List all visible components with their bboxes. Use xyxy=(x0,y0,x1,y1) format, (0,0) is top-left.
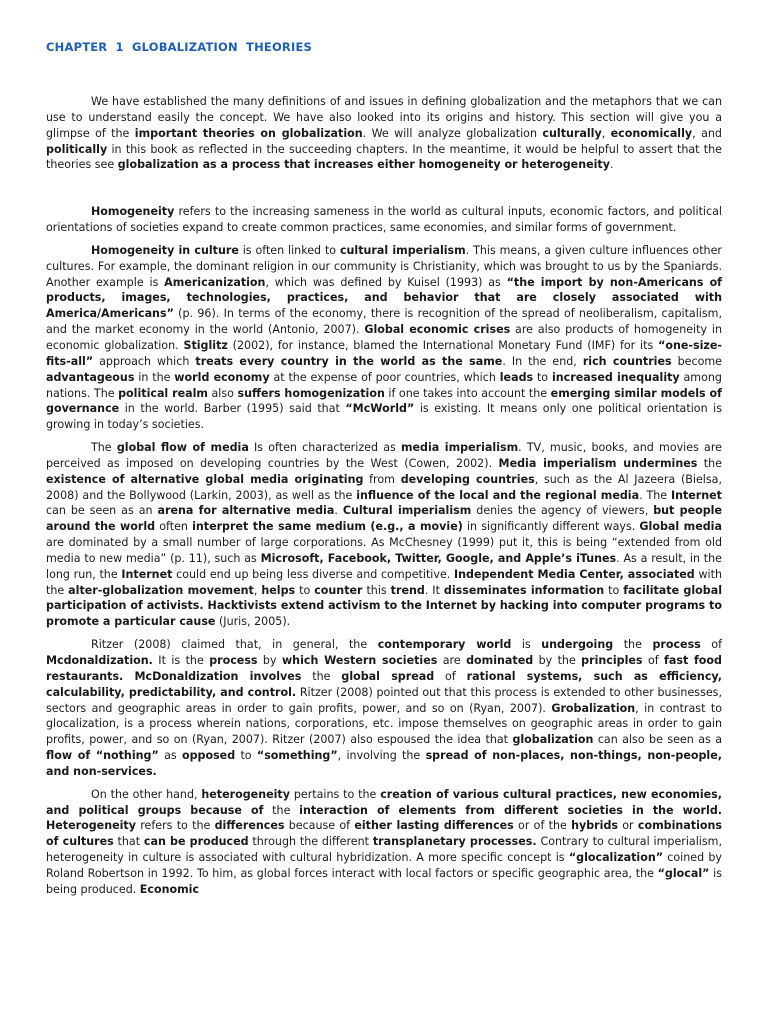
bold-text-run: Economic xyxy=(139,882,200,896)
text-run: . xyxy=(609,158,614,172)
text-run: in the world. Barber (1995) said that xyxy=(119,402,346,416)
text-run: of xyxy=(642,654,665,667)
bold-text-run: Homogeneity in culture xyxy=(91,243,239,257)
bold-text-run: creation of various cultural practices, new economies, and political groups because of xyxy=(46,787,722,817)
text-run: of xyxy=(700,638,722,652)
text-run: Ritzer (2008) claimed that, in general, the xyxy=(91,638,378,652)
text-run: the xyxy=(697,456,723,470)
bold-text-run: fast food restaurants. McDonaldization involves xyxy=(46,654,722,683)
text-run: is often linked to xyxy=(238,243,340,257)
text-run: pertains to the xyxy=(289,787,381,801)
text-run: is being produced. xyxy=(46,866,723,896)
bold-text-run: suffers homogenization xyxy=(237,386,385,400)
text-run: that xyxy=(113,835,144,849)
text-run: to xyxy=(533,370,552,384)
text-run: as xyxy=(158,749,182,763)
bold-text-run: globalization xyxy=(512,733,594,747)
bold-text-run: “something” xyxy=(256,749,338,763)
text-run: are also products of homogeneity in economic globalization. xyxy=(46,323,723,352)
text-run: . TV, music, books, and movies are perceived as imposed on developing countries by the West (Cowen, 2002). xyxy=(46,441,722,470)
text-run: Is often characterized as xyxy=(248,441,401,455)
paragraph-homogeneity-culture xyxy=(46,243,722,433)
bold-text-run: can be produced xyxy=(143,835,249,849)
bold-text-run: facilitate global participation of activists. Hacktivists extend activism to the Internet by hacking into computer programs to promote a particular cause xyxy=(46,583,723,629)
bold-text-run: which Western societies xyxy=(281,654,438,667)
text-run: , which was defined by Kuisel (1993) as xyxy=(265,275,507,289)
text-run: . The xyxy=(639,488,671,502)
bold-text-run: increased inequality xyxy=(551,370,680,384)
text-run: if one takes into account the xyxy=(384,386,551,400)
bold-text-run: “glocalization” xyxy=(568,851,664,865)
bold-text-run: influence of the local and the regional media xyxy=(356,488,640,502)
bold-text-run: “one-size-fits-all” xyxy=(46,338,722,368)
bold-text-run: “McWorld” xyxy=(345,402,415,416)
bold-text-run: spread of non-places, non-things, non-people, and non-services. xyxy=(46,749,722,778)
bold-text-run: “glocal” xyxy=(657,866,710,880)
bold-text-run: world economy xyxy=(174,370,270,384)
bold-text-run: rich countries xyxy=(582,354,672,368)
bold-text-run: undergoing xyxy=(541,638,614,652)
text-run: can be seen as an xyxy=(46,504,158,518)
text-run: . In the end, xyxy=(502,354,583,368)
bold-text-run: treats every country in the world as the same xyxy=(195,354,503,368)
bold-text-run: alter-globalization movement xyxy=(68,583,254,597)
text-run: with the xyxy=(46,567,722,597)
text-run: the xyxy=(263,803,300,817)
text-run: in the xyxy=(134,370,175,384)
text-run: . This means, a given culture influences other cultures. For example, the dominant religion in our community is Christianity, which was brought to us by the Spaniards. Another example is xyxy=(46,243,722,289)
bold-text-run: developing countries xyxy=(400,472,535,486)
text-run: , and xyxy=(692,126,722,140)
bold-text-run: Mcdonaldization. xyxy=(46,654,153,667)
text-run: refers to the increasing sameness in the world as cultural inputs, economic factors, and political orientations of societies expand to create common practices, same economies, and similar forms of government. xyxy=(46,205,722,235)
text-run: to xyxy=(235,749,257,763)
text-run: to xyxy=(295,583,315,597)
bold-text-run: cultural imperialism xyxy=(339,243,466,257)
bold-text-run: Media imperialism undermines xyxy=(498,456,698,470)
bold-text-run: hybrids xyxy=(571,819,618,833)
bold-text-run: Homogeneity xyxy=(91,205,175,219)
text-run: . We will analyze globalization xyxy=(362,126,543,140)
text-run: , xyxy=(253,583,262,597)
text-run: by xyxy=(257,654,282,667)
bold-text-run: leads xyxy=(499,370,534,384)
bold-text-run: Internet xyxy=(670,488,722,502)
text-run: or xyxy=(618,819,638,833)
text-run: It is the xyxy=(152,654,210,667)
paragraph-spacer xyxy=(46,780,722,787)
text-run: (Juris, 2005). xyxy=(215,615,291,629)
text-run: is existing. It means only one political orientation is growing in today’s societies. xyxy=(46,402,722,432)
paragraph-spacer xyxy=(46,173,722,204)
text-run: in significantly different ways. xyxy=(462,520,640,534)
text-run: are xyxy=(437,654,467,667)
bold-text-run: culturally xyxy=(542,126,602,140)
bold-text-run: Global media xyxy=(639,520,722,534)
bold-text-run: Independent Media Center, associated xyxy=(453,567,695,581)
text-run: On the other hand, xyxy=(91,787,202,801)
bold-text-run: “the import by non-Americans of products, images, technologies, practices, and behavior that are closely associated with America/Americans” xyxy=(46,275,723,321)
bold-text-run: Stiglitz xyxy=(183,338,228,352)
text-run: also xyxy=(207,386,238,400)
text-run: Contrary to cultural imperialism, heterogeneity in culture is associated with cultural hybridization. A more specific concept is xyxy=(46,835,722,865)
paragraph-intro xyxy=(46,94,722,173)
bold-text-run: counter xyxy=(314,583,363,597)
text-run: by the xyxy=(533,654,582,667)
bold-text-run: global flow of media xyxy=(116,441,249,455)
bold-text-run: arena for alternative media xyxy=(157,504,335,518)
text-run: Ritzer (2008) pointed out that this process is extended to other businesses, sectors and geographic areas in order to gain profits, power, and so on (Ryan, 2007). xyxy=(46,685,722,715)
bold-text-run: principles xyxy=(581,654,643,667)
bold-text-run: global spread xyxy=(341,669,435,683)
text-run: can also be seen as a xyxy=(593,733,722,747)
text-run: , involving the xyxy=(337,749,426,763)
bold-text-run: opposed xyxy=(181,749,236,763)
bold-text-run: combinations of cultures xyxy=(46,819,723,849)
text-run: . It xyxy=(424,583,444,597)
paragraph-mcdonaldization xyxy=(46,637,722,780)
bold-text-run: either lasting differences xyxy=(354,819,514,833)
paragraph-homogeneity xyxy=(46,204,722,236)
paragraph-spacer xyxy=(46,630,722,637)
text-run: among nations. The xyxy=(46,370,722,400)
text-run: refers to the xyxy=(135,819,215,833)
text-run: The xyxy=(91,441,117,455)
bold-text-run: differences xyxy=(214,819,285,833)
bold-text-run: existence of alternative global media originating xyxy=(46,472,364,486)
bold-text-run: process xyxy=(209,654,258,667)
text-run: through the different xyxy=(248,835,373,849)
text-run: (p. 96). In terms of the economy, there is recognition of the spread of neoliberalism, capitalism, and the market economy in the world (Antonio, 2007). xyxy=(46,307,722,337)
bold-text-run: important theories on globalization xyxy=(134,126,363,140)
text-run: become xyxy=(671,354,723,368)
bold-text-run: interpret the same medium (e.g., a movie) xyxy=(192,520,463,534)
bold-text-run: Microsoft, Facebook, Twitter, Google, and Apple’s iTunes xyxy=(260,551,617,565)
paragraph-heterogeneity xyxy=(46,787,722,898)
bold-text-run: but people around the world xyxy=(46,504,723,534)
bold-text-run: dominated xyxy=(466,654,534,667)
bold-text-run: disseminates information xyxy=(443,583,605,597)
bold-text-run: economically xyxy=(610,126,693,140)
bold-text-run: political realm xyxy=(118,386,208,400)
text-run: . xyxy=(334,504,343,518)
text-run: , xyxy=(601,126,611,140)
bold-text-run: Americanization xyxy=(164,275,266,289)
bold-text-run: trend xyxy=(390,583,425,597)
bold-text-run: contemporary world xyxy=(377,638,512,652)
bold-text-run: transplanetary processes. xyxy=(372,835,537,849)
text-run: coined by Roland Robertson in 1992. To him, as global forces interact with local factors or specific geographic area, the xyxy=(46,851,723,880)
bold-text-run: process xyxy=(652,638,701,652)
text-run: often xyxy=(155,520,193,534)
text-run: at the expense of poor countries, which xyxy=(269,370,500,384)
paragraph-spacer xyxy=(46,433,722,440)
text-run: the xyxy=(301,669,342,683)
bold-text-run: advantageous xyxy=(46,370,135,384)
bold-text-run: flow of “nothing” xyxy=(46,749,159,763)
text-run: in this book as reflected in the succeeding chapters. In the meantime, it would be helpful to assert that the theories see xyxy=(46,142,722,172)
bold-text-run: helps xyxy=(261,583,296,597)
text-run: denies the agency of viewers, xyxy=(471,504,654,518)
text-run: the xyxy=(613,638,653,652)
text-run: . As a result, in the long run, the xyxy=(46,551,722,581)
text-run: , such as the Al Jazeera (Bielsa, 2008) and the Bollywood (Larkin, 2003), as well as the xyxy=(46,472,722,502)
bold-text-run: Cultural imperialism xyxy=(342,504,472,518)
bold-text-run: interaction of elements from different societies in the world. Heterogeneity xyxy=(46,803,722,833)
bold-text-run: Internet xyxy=(121,567,173,581)
bold-text-run: heterogeneity xyxy=(201,787,290,801)
text-run: approach which xyxy=(93,354,196,368)
text-run: because of xyxy=(284,819,355,833)
bold-text-run: emerging similar models of governance xyxy=(46,386,722,416)
text-run: could end up being less diverse and competitive. xyxy=(172,567,454,581)
text-run: is xyxy=(511,638,542,652)
text-run: are dominated by a small number of large corporations. As McChesney (1999) put it, this is being “extended from old media to new media” (p. 11), such as xyxy=(46,536,722,565)
bold-text-run: globalization as a process that increases either homogeneity or heterogeneity xyxy=(117,158,610,172)
bold-text-run: Grobalization xyxy=(551,701,636,715)
chapter-title: CHAPTER 1 GLOBALIZATION THEORIES xyxy=(46,40,313,54)
text-run: this xyxy=(362,583,391,597)
text-run: , in contrast to glocalization, is a process wherein nations, corporations, etc. impose themselves on geographic areas in order to gain profits, power, and so on (Ryan, 2007). Ritzer (2007) also espoused the idea that xyxy=(46,701,722,747)
bold-text-run: rational systems, such as efficiency, calculability, predictability, and control. xyxy=(46,669,722,699)
text-run: of xyxy=(434,669,467,683)
text-run: from xyxy=(363,472,401,486)
text-run: We have established the many definitions of and issues in defining globalization and the metaphors that we can use to understand easily the concept. We have also looked into its origins and history. This section will give you a glimpse of the xyxy=(46,95,722,140)
text-run: or of the xyxy=(513,819,572,833)
bold-text-run: Global economic crises xyxy=(364,323,511,337)
text-run: to xyxy=(604,583,624,597)
paragraph-media xyxy=(46,440,722,630)
paragraph-spacer xyxy=(46,236,722,243)
text-run: (2002), for instance, blamed the International Monetary Fund (IMF) for its xyxy=(227,338,659,352)
bold-text-run: politically xyxy=(46,142,108,156)
bold-text-run: media imperialism xyxy=(400,441,519,455)
